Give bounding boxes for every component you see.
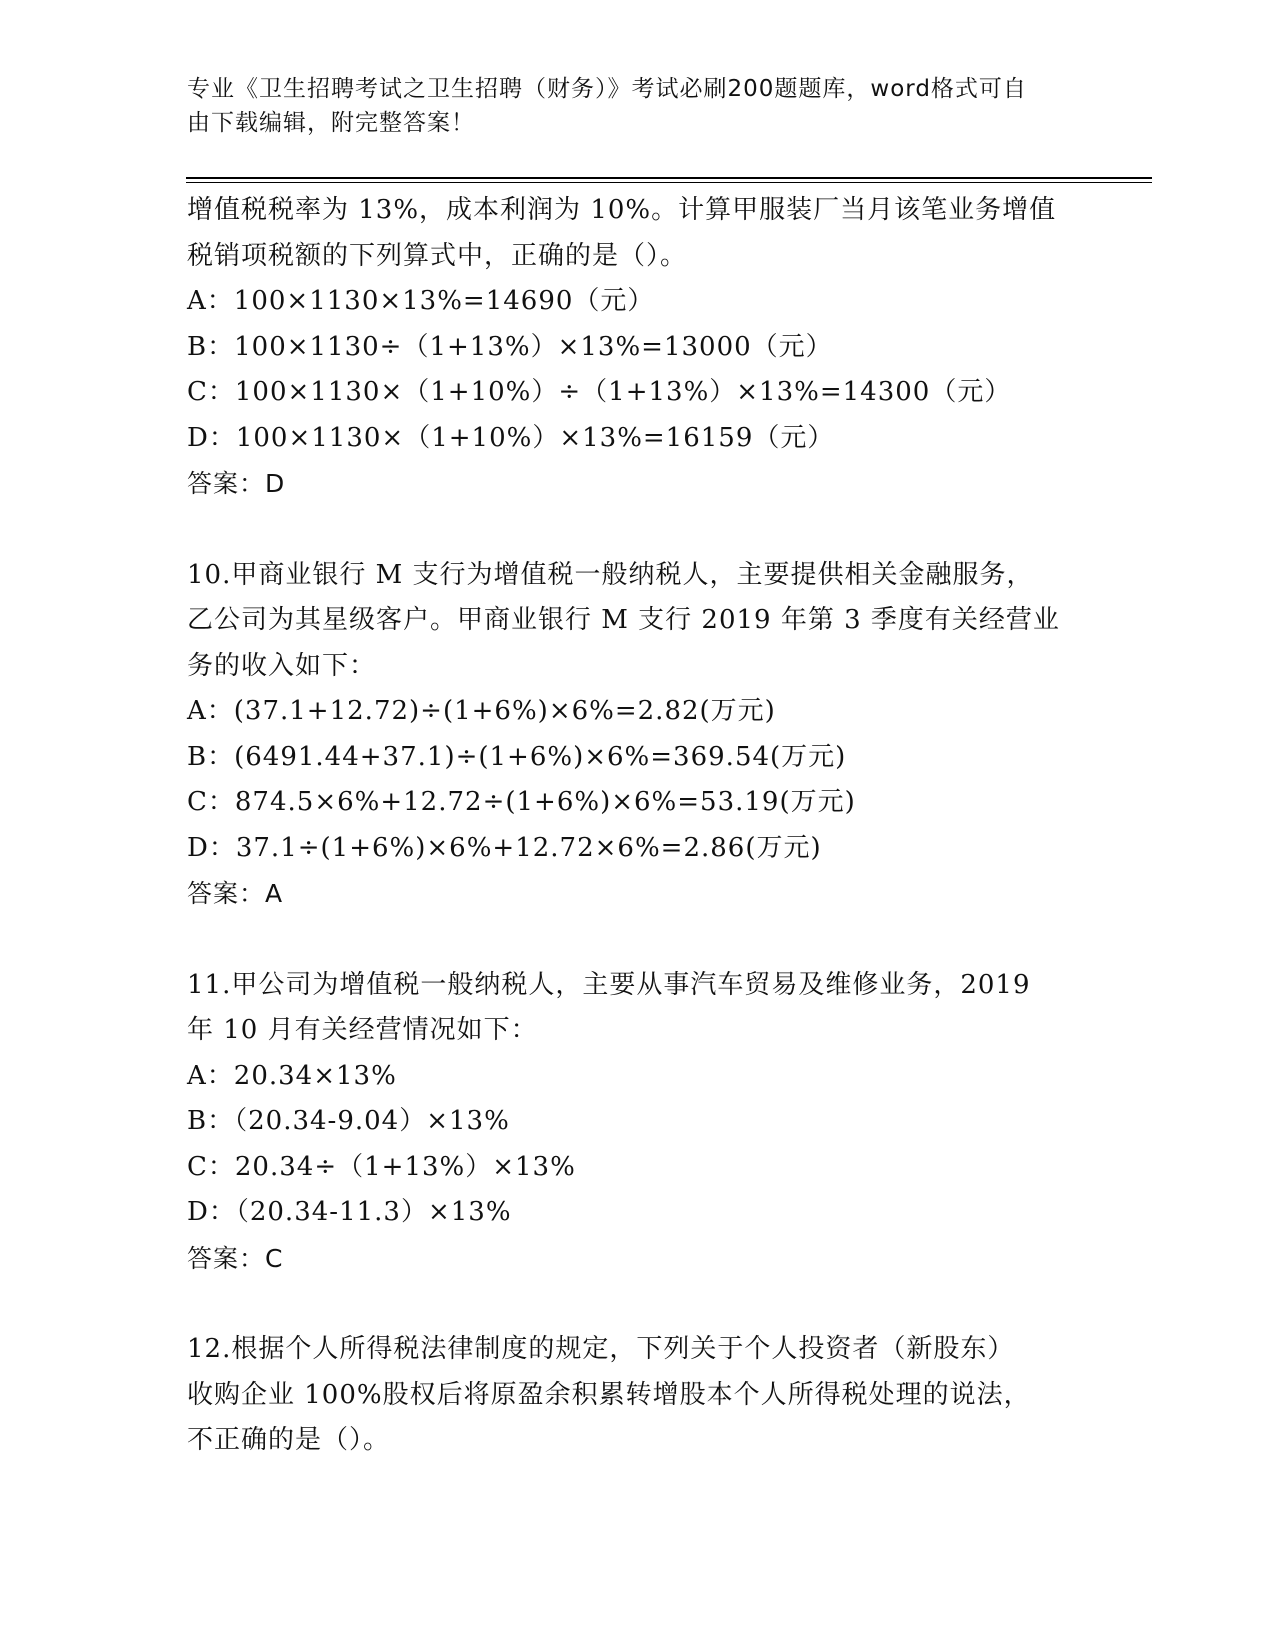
option-c: C：20.34÷（1+13%）×13% <box>187 1151 576 1182</box>
question-stem-line: 不正确的是（）。 <box>187 1425 391 1455</box>
option-a: A：(37.1+12.72)÷(1+6%)×6%=2.82(万元) <box>187 696 776 726</box>
document-header <box>187 72 1087 140</box>
header-title-line-1: 专业《卫生招聘考试之卫生招聘（财务）》考试必刷200题题库，word格式可自 <box>187 76 1027 102</box>
question-stem-line: 增值税税率为 13%，成本利润为 10%。计算甲服装厂当月该笔业务增值 <box>187 195 1057 225</box>
question-stem-line: 10.甲商业银行 M 支行为增值税一般纳税人，主要提供相关金融服务， <box>187 559 1034 590</box>
option-d: D：100×1130×（1+10%）×13%=16159（元） <box>187 422 835 453</box>
option-d: D：37.1÷(1+6%)×6%+12.72×6%=2.86(万元) <box>187 832 822 863</box>
question-10-block <box>187 553 1087 917</box>
answer-line: 答案：C <box>187 1243 284 1273</box>
question-stem-line: 税销项税额的下列算式中，正确的是（）。 <box>187 240 688 271</box>
question-stem-line: 乙公司为其星级客户。甲商业银行 M 支行 2019 年第 3 季度有关经营业 <box>187 605 1060 635</box>
header-divider-thick <box>186 177 1152 179</box>
question-spacer <box>187 917 1087 963</box>
option-c: C：874.5×6%+12.72÷(1+6%)×6%=53.19(万元) <box>187 787 856 817</box>
question-stem-line: 收购企业 100%股权后将原盈余积累转增股本个人所得税处理的说法， <box>187 1379 1031 1410</box>
option-a: A：100×1130×13%=14690（元） <box>187 286 655 316</box>
option-b: B：100×1130÷（1+13%）×13%=13000（元） <box>187 331 833 362</box>
question-stem-line: 11.甲公司为增值税一般纳税人，主要从事汽车贸易及维修业务，2019 <box>187 969 1031 1000</box>
option-a: A：20.34×13% <box>187 1060 397 1091</box>
question-spacer <box>187 507 1087 553</box>
question-stem-line: 年 10 月有关经营情况如下： <box>187 1015 538 1045</box>
question-stem-line: 12.根据个人所得税法律制度的规定，下列关于个人投资者（新股东） <box>187 1334 1015 1364</box>
header-title-line-2: 由下载编辑，附完整答案！ <box>187 110 475 136</box>
option-c: C：100×1130×（1+10%）÷（1+13%）×13%=14300（元） <box>187 377 1012 407</box>
question-9-block <box>187 188 1087 507</box>
question-spacer <box>187 1281 1087 1327</box>
header-divider-thin <box>186 182 1152 183</box>
answer-line: 答案：D <box>187 469 286 498</box>
question-11-block <box>187 963 1087 1282</box>
question-stem-line: 务的收入如下： <box>187 650 377 681</box>
document-body <box>187 188 1087 1464</box>
option-d: D：（20.34-11.3）×13% <box>187 1197 512 1227</box>
option-b: B：(6491.44+37.1)÷(1+6%)×6%=369.54(万元) <box>187 741 847 772</box>
option-b: B：（20.34-9.04）×13% <box>187 1106 510 1136</box>
answer-line: 答案：A <box>187 879 284 908</box>
question-12-block <box>187 1327 1087 1464</box>
